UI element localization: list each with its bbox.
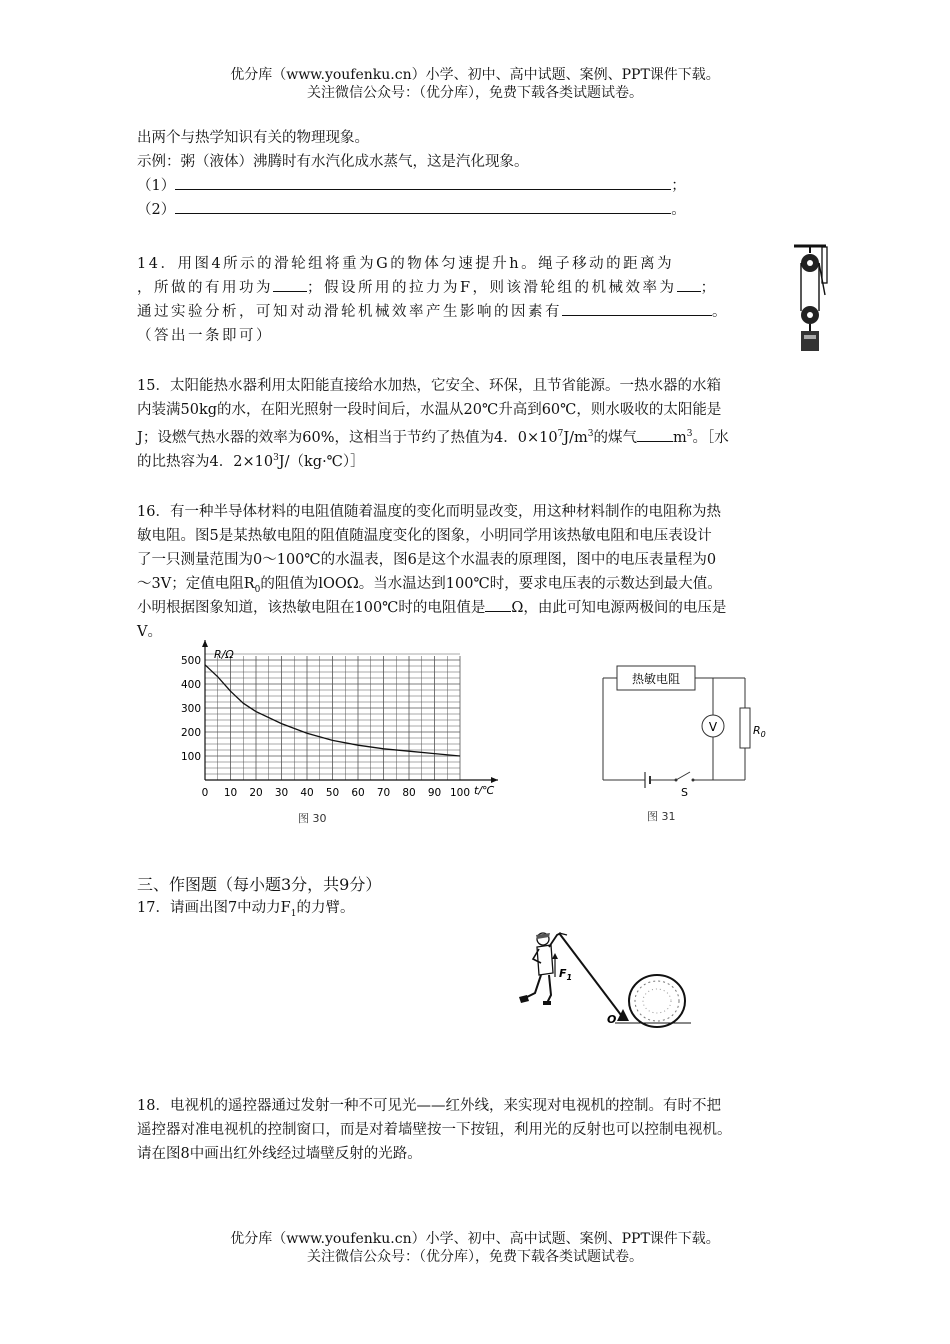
thermistor-label: 热敏电阻 <box>631 672 681 686</box>
x-tick-label: 100 <box>449 787 471 799</box>
chart-y-axis-label: R/Ω <box>214 648 234 661</box>
q15-line-3d: m <box>673 429 687 446</box>
q16-line-5 <box>137 596 726 620</box>
q15-line-3c: 的煤气 <box>593 429 638 446</box>
q15-blank-gas-volume <box>637 426 673 442</box>
header-line-2: 关注微信公众号：（优分库），免费下载各类试题试卷。 <box>307 85 643 101</box>
q15-exp-3: 3 <box>686 429 693 439</box>
person-leg-right <box>547 975 551 1003</box>
q13-answer-2-blank <box>175 198 671 214</box>
q17-line-1 <box>137 896 354 926</box>
q15-exp-4: 3 <box>273 453 279 463</box>
chart-tick-labels <box>181 655 470 799</box>
x-tick-label: 20 <box>249 787 263 799</box>
q15-line-1: 15．太阳能热水器利用太阳能直接给水加热，它安全、环保，且节省能源。一热水器的水箱 <box>137 378 721 394</box>
thermistor-resistance-chart <box>170 640 510 830</box>
q13-answer-1-blank <box>175 174 671 190</box>
q15-line-3e: 。［水 <box>692 429 729 446</box>
q15-line-2: 内装满50kg的水，在阳光照射一段时间后，水温从20℃升高到60℃，则水吸收的太阳能是 <box>137 402 722 418</box>
pivot-label: O <box>607 1013 617 1026</box>
q13-item-1-end: ； <box>671 178 686 194</box>
lever-figure <box>515 925 695 1030</box>
y-tick-label: 100 <box>180 751 201 763</box>
q14-blank-factor <box>562 300 712 316</box>
q17-line-1a: 17．请画出图7中动力F <box>137 900 291 916</box>
q15-line-4b: J/（kg·℃）］ <box>278 453 365 470</box>
q15-line-4 <box>137 446 365 474</box>
q15-line-3b: J/m <box>563 429 588 446</box>
header-line-1: 优分库（www.youfenku.cn）小学、初中、高中试题、案例、PPT课件下载。 <box>230 67 720 83</box>
q14-line-2b: ；假设所用的拉力为F，则该滑轮组的机械效率为 <box>307 280 677 296</box>
y-tick-label: 300 <box>180 703 201 715</box>
x-tick-label: 50 <box>325 787 340 799</box>
circuit-caption: 图 31 <box>647 810 676 823</box>
x-tick-label: 80 <box>402 787 416 799</box>
q16-line-5b: Ω，由此可知电源两极间的电压是 <box>511 600 727 616</box>
q16-line-6: V。 <box>137 624 162 640</box>
x-tick-label: 0 <box>201 787 209 799</box>
q13-item-1-label: （1） <box>137 178 176 194</box>
x-tick-label: 30 <box>274 787 289 799</box>
q14-line-3a: 通过实验分析，可知对动滑轮机械效率产生影响的因素有 <box>137 304 562 320</box>
q13-line-2: 示例：粥（液体）沸腾时有水汽化成水蒸气，这是汽化现象。 <box>137 154 529 170</box>
footer-line-1: 优分库（www.youfenku.cn）小学、初中、高中试题、案例、PPT课件下载。 <box>230 1231 720 1247</box>
pulley-system-figure <box>790 243 830 355</box>
circuit-diagram <box>595 658 766 826</box>
q16-line-2: 敏电阻。图5是某热敏电阻的阻值随温度变化的图象，小明同学用该热敏电阻和电压表设计 <box>137 528 712 544</box>
q15-line-3a: J；设燃气热水器的效率为60%，这相当于节约了热值为4．0×10 <box>137 429 558 446</box>
chart-axes <box>202 640 498 783</box>
q16-blank-resistance <box>485 596 511 612</box>
q18-line-2: 遥控器对准电视机的控制窗口，而是对着墙壁按一下按钮，利用光的反射也可以控制电视机。 <box>137 1122 732 1138</box>
q16-line-4b: 的阻值为lOOΩ。当水温达到100℃时，要求电压表的示数达到最大值。 <box>260 576 722 592</box>
x-tick-label: 60 <box>351 787 365 799</box>
q18-line-1: 18．电视机的遥控器通过发射一种不可见光——红外线，来实现对电视机的控制。有时不把 <box>137 1098 721 1114</box>
y-axis-arrow <box>202 640 208 647</box>
q16-sub-r0: 0 <box>254 584 261 595</box>
q16-line-1: 16．有一种半导体材料的电阻值随着温度的变化而明显改变，用这种材料制作的电阻称为热 <box>137 504 721 520</box>
q17-line-1b: 的力臂。 <box>296 900 355 916</box>
q14-line-2c: ； <box>700 280 718 296</box>
q13-answer-1 <box>137 174 686 198</box>
q14-line-2 <box>137 276 718 300</box>
x-axis-arrow <box>491 777 498 783</box>
x-tick-label: 70 <box>376 787 391 799</box>
q15-line-4a: 的比热容为4．2×10 <box>137 453 274 470</box>
q14-blank-useful-work <box>273 276 307 292</box>
section-3-title: 三、作图题（每小题3分，共9分） <box>137 875 382 894</box>
resistor-label: $R_0$ <box>753 724 766 739</box>
q14-line-3b: 。 <box>712 304 729 320</box>
q14-line-2a: ，所做的有用功为 <box>137 280 273 296</box>
voltmeter-label: V <box>708 720 718 734</box>
q16-line-4a: ～3V；定值电阻R <box>137 576 255 592</box>
chart-x-axis-label: t/℃ <box>474 784 495 797</box>
resistor-r0 <box>740 708 750 748</box>
q13-answer-2 <box>137 198 686 222</box>
switch-lever <box>676 772 690 780</box>
q16-line-3: 了一只测量范围为0～100℃的水温表，图6是这个水温表的原理图，图中的电压表量程为0 <box>137 552 717 568</box>
x-tick-label: 40 <box>300 787 314 799</box>
q16-line-5a: 小明根据图象知道，该热敏电阻在100℃时的电阻值是 <box>137 600 486 616</box>
q13-item-2-label: （2） <box>137 202 176 218</box>
y-tick-label: 500 <box>180 655 201 667</box>
q14-line-4: （答出一条即可） <box>137 328 273 344</box>
q14-line-3 <box>137 300 729 324</box>
y-tick-label: 200 <box>180 727 201 739</box>
q18-line-3: 请在图8中画出红外线经过墙壁反射的光路。 <box>137 1146 422 1162</box>
q17-sub-f1: 1 <box>290 908 297 919</box>
y-tick-label: 400 <box>180 679 201 691</box>
q15-exp-1: 7 <box>557 429 564 439</box>
boulder <box>629 975 685 1027</box>
chart-caption: 图 30 <box>298 812 327 825</box>
switch-label: S <box>681 786 688 799</box>
q13-item-2-end: 。 <box>671 202 686 218</box>
force-label: $F_1$ <box>559 967 573 982</box>
q13-line-1: 出两个与热学知识有关的物理现象。 <box>137 130 369 146</box>
footer-line-2: 关注微信公众号：（优分库），免费下载各类试题试卷。 <box>307 1249 643 1265</box>
x-tick-label: 90 <box>427 787 442 799</box>
chart-grid <box>205 654 460 780</box>
x-tick-label: 10 <box>223 787 238 799</box>
q14-line-1: 14．用图4所示的滑轮组将重为G的物体匀速提升h。绳子移动的距离为 <box>137 256 675 272</box>
q15-exp-2: 3 <box>587 429 594 439</box>
q14-blank-efficiency <box>677 276 701 292</box>
person-arm <box>549 933 561 947</box>
